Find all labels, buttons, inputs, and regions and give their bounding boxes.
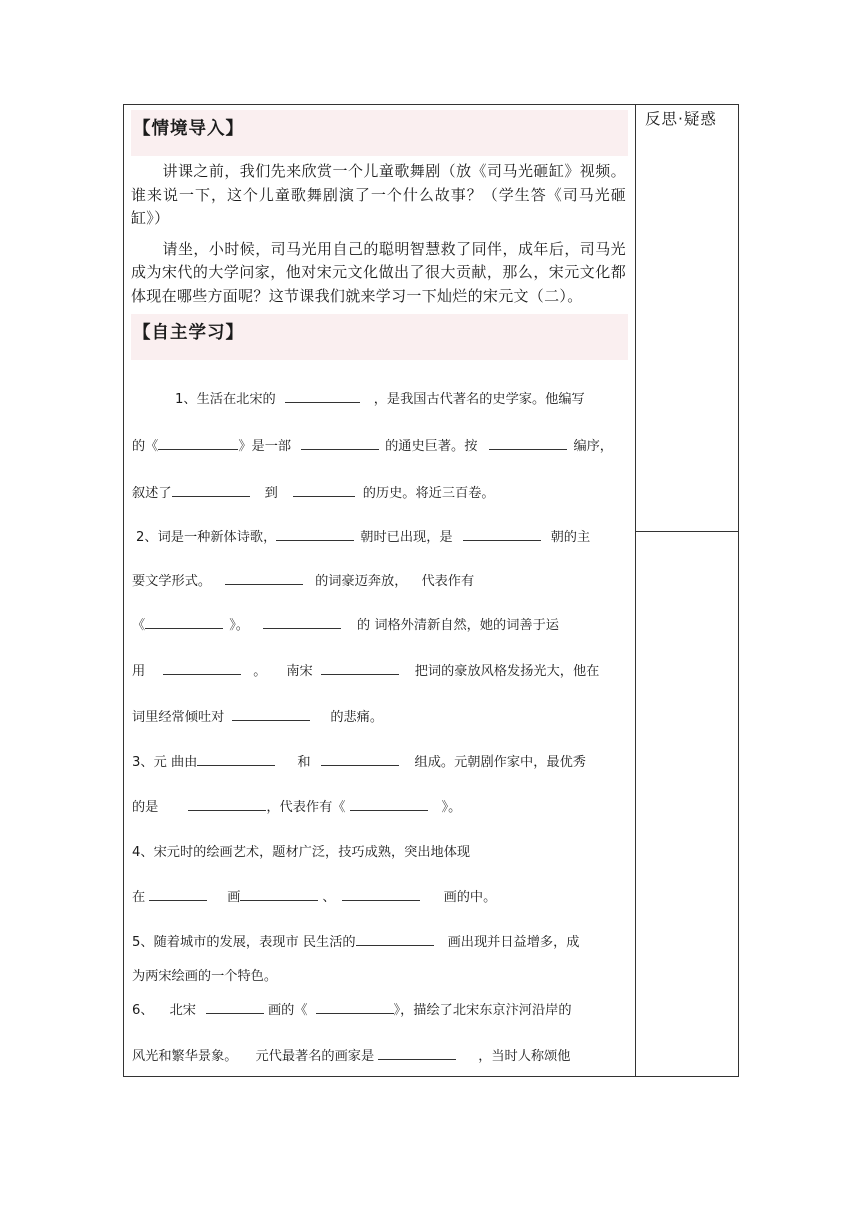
- q6-text: 画的《: [267, 1003, 308, 1018]
- q2-text: 的 词格外清新自然，她的词善于运: [356, 618, 559, 633]
- answer-blank[interactable]: [263, 617, 341, 629]
- q4-text: 画的中。: [443, 890, 497, 905]
- q3-text: 和: [297, 755, 311, 770]
- q2-line-5: [132, 706, 383, 725]
- q2-text: 》。: [229, 618, 249, 633]
- q2-text: 《: [132, 618, 146, 633]
- answer-blank[interactable]: [378, 1048, 456, 1060]
- q2-line-1: [136, 526, 590, 545]
- q4-text: 画: [227, 890, 241, 905]
- q2-text: 2、词是一种新体诗歌，: [136, 530, 277, 545]
- answer-blank[interactable]: [316, 1002, 394, 1014]
- answer-blank[interactable]: [163, 663, 241, 675]
- answer-blank[interactable]: [276, 529, 354, 541]
- answer-blank[interactable]: [342, 889, 420, 901]
- q1-text: 叙述了: [132, 486, 172, 501]
- answer-blank[interactable]: [489, 438, 567, 450]
- q1-text: 的《: [132, 439, 159, 454]
- q3-text: 》。: [441, 800, 462, 815]
- answer-blank[interactable]: [225, 573, 303, 585]
- q2-text: 朝的主: [550, 530, 591, 545]
- answer-blank[interactable]: [197, 754, 275, 766]
- q3-line-1: [132, 751, 586, 770]
- q1-text: 1、生活在北宋的: [175, 392, 276, 407]
- q6-text: 》，描绘了北宋东京汴河沿岸的: [393, 1003, 572, 1018]
- q3-text: 的是: [132, 800, 159, 815]
- q2-text: 代表作有: [421, 574, 475, 589]
- answer-blank[interactable]: [463, 529, 541, 541]
- q4-text: 、: [322, 890, 336, 905]
- answer-blank[interactable]: [293, 485, 355, 497]
- intro-paragraph-2: 请坐，小时候，司马光用自己的聪明智慧救了同伴，成年后，司马光成为宋代的大学问家，他对宋元文化做出了很大贡献，那么，宋元文化都体现在哪些方面呢？这节课我们就来学习一下灿烂的宋元文（二）。: [131, 239, 626, 305]
- q1-text: 的历史。将近三百卷。: [362, 486, 495, 501]
- q2-text: 要文学形式。: [132, 574, 212, 589]
- q2-line-3: [132, 614, 559, 633]
- q2-line-2: [132, 570, 474, 589]
- answer-blank[interactable]: [321, 754, 399, 766]
- answer-blank[interactable]: [321, 663, 399, 675]
- intro-heading: 【情境导入】: [131, 110, 628, 156]
- q6-line-2: [132, 1045, 571, 1064]
- q5-line-2: [132, 965, 277, 984]
- answer-blank[interactable]: [285, 391, 360, 403]
- q1-text: 的通史巨著。按: [385, 439, 478, 454]
- q1-text: ，是我国古代著名的史学家。他编写: [373, 392, 585, 407]
- q2-text: 的词豪迈奔放，: [315, 574, 408, 589]
- answer-blank[interactable]: [350, 799, 428, 811]
- q2-text: 的悲痛。: [330, 710, 384, 725]
- intro-paragraph-1: 讲课之前，我们先来欣赏一个儿童歌舞剧（放《司马光砸缸》视频。谁来说一下，这个儿童歌舞剧演了一个什么故事？（学生答《司马光砸缸》）: [131, 162, 626, 227]
- answer-blank[interactable]: [206, 1002, 264, 1014]
- answer-blank[interactable]: [188, 799, 266, 811]
- q2-text: 。: [253, 664, 267, 679]
- answer-blank[interactable]: [232, 709, 310, 721]
- q4-text: 4、宋元时的绘画艺术，题材广泛，技巧成熟，突出地体现: [132, 845, 471, 860]
- q3-text: 组成。元朝剧作家中，最优秀: [414, 755, 586, 770]
- q2-text: 朝时已出现，是: [360, 530, 453, 545]
- q4-line-1: [132, 841, 470, 860]
- q2-text: 南宋: [286, 664, 313, 679]
- q6-text: 元代最著名的画家是: [255, 1049, 375, 1064]
- q6-text: 6、: [132, 1003, 154, 1018]
- q3-text: ，代表作有《: [266, 800, 346, 815]
- q5-line-1: [132, 931, 579, 950]
- answer-blank[interactable]: [356, 934, 434, 946]
- q1-text: 》是一部: [238, 439, 292, 454]
- q1-line-1: [175, 388, 585, 407]
- q3-line-2: [132, 796, 461, 815]
- q1-line-3: [132, 482, 495, 501]
- answer-blank[interactable]: [158, 438, 238, 450]
- q6-text: 风光和繁华景象。: [132, 1049, 238, 1064]
- q5-text: 画出现并日益增多，成: [447, 935, 580, 950]
- q4-text: 在: [132, 890, 146, 905]
- q1-line-2: [132, 435, 613, 454]
- answer-blank[interactable]: [301, 438, 379, 450]
- q4-line-2: [132, 886, 496, 905]
- answer-blank[interactable]: [149, 889, 207, 901]
- answer-blank[interactable]: [145, 617, 223, 629]
- q6-line-1: [132, 999, 572, 1018]
- side-row-divider: [635, 531, 739, 532]
- self-study-heading: 【自主学习】: [131, 314, 628, 360]
- q6-text: ，当时人称颂他: [478, 1049, 571, 1064]
- main-column: [131, 110, 628, 360]
- q2-line-4: [132, 660, 599, 679]
- q2-text: 把词的豪放风格发扬光大，他在: [414, 664, 600, 679]
- q6-text: 北宋: [169, 1003, 196, 1018]
- column-divider: [635, 105, 636, 1076]
- q5-text: 为两宋绘画的一个特色。: [132, 969, 278, 984]
- q2-text: 用: [132, 664, 146, 679]
- q3-text: 3、元 曲由: [132, 755, 198, 770]
- worksheet-table: [123, 104, 739, 1077]
- q2-text: 词里经常倾吐对: [132, 710, 225, 725]
- q5-text: 5、随着城市的发展，表现市 民生活的: [132, 935, 356, 950]
- reflection-column-title: 反思·疑惑: [645, 110, 717, 128]
- answer-blank[interactable]: [240, 889, 318, 901]
- answer-blank[interactable]: [172, 485, 250, 497]
- q1-text: 到: [264, 486, 278, 501]
- q1-text: 编序，: [573, 439, 613, 454]
